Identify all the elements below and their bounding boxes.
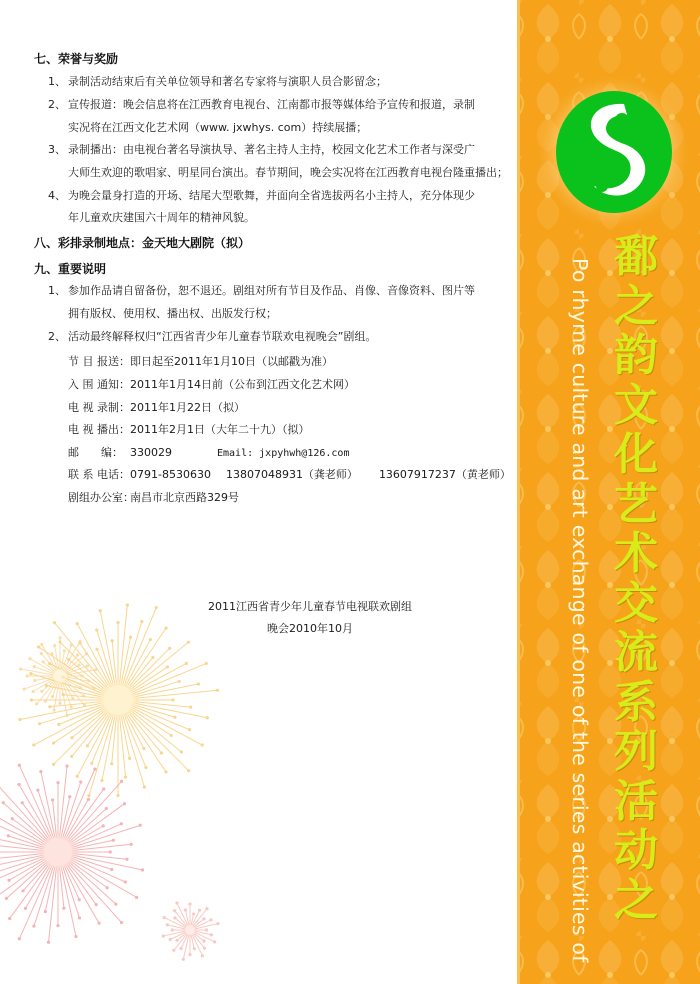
title-char: 艺 bbox=[614, 478, 658, 530]
item-number: 1、 bbox=[48, 75, 66, 88]
schedule-submission bbox=[68, 353, 333, 369]
title-char: 活 bbox=[614, 775, 658, 827]
item-text: 大师生欢迎的歌唱家、明星同台演出。春节期间，晚会实况将在江西教育电视台隆重播出； bbox=[68, 166, 508, 179]
schedule-broadcast bbox=[68, 421, 310, 437]
email-address: jxpyhwh@126.com bbox=[259, 448, 350, 459]
title-char: 之 bbox=[614, 874, 658, 926]
schedule-value: 2011年1月14日前（公布到江西文化艺术网） bbox=[130, 378, 355, 391]
item-text: 录制播出：由电视台著名导演执导、著名主持人主持，校园文化艺术工作者与深受广 bbox=[68, 143, 475, 156]
item-number: 2、 bbox=[48, 98, 66, 111]
title-char: 流 bbox=[614, 627, 658, 678]
item-number: 2、 bbox=[48, 330, 66, 343]
schedule-label: 电 视 播出： bbox=[68, 423, 130, 436]
title-char: 交 bbox=[614, 577, 658, 629]
title-char: 系 bbox=[614, 676, 658, 728]
title-char: 文 bbox=[614, 379, 658, 431]
schedule-label: 入 围 通知： bbox=[68, 378, 130, 391]
footer-date: 晚会2010年10月 bbox=[267, 622, 353, 635]
title-char: 列 bbox=[614, 726, 658, 777]
footer-organizer: 2011江西省青少年儿童春节电视联欢剧组 bbox=[208, 600, 412, 613]
banner-english-subtitle: Po rhyme culture and art exchange of one of the series activities of bbox=[568, 258, 592, 963]
phone-3: 13607917237（黄老师） bbox=[378, 468, 511, 481]
schedule-notice bbox=[68, 376, 355, 392]
section-venue-title: 八、彩排录制地点：金天地大剧院（拟） bbox=[34, 236, 251, 250]
office-value: 南昌市北京西路329号 bbox=[130, 491, 239, 504]
schedule-value: 2011年2月1日（大年二十九）（拟） bbox=[130, 423, 310, 436]
postal-label: 邮 编： bbox=[68, 446, 123, 459]
postal-email bbox=[68, 444, 349, 460]
schedule-value: 即日起至2011年1月10日（以邮戳为准） bbox=[130, 355, 333, 368]
phone-1: 0791-8530630 bbox=[130, 468, 211, 481]
item-text: 参加作品请自留备份，恕不退还。剧组对所有节目及作品、肖像、音像资料、图片等 bbox=[68, 284, 475, 297]
schedule-label: 电 视 录制： bbox=[68, 401, 130, 414]
phone-label: 联 系 电话： bbox=[68, 468, 130, 481]
title-char: 术 bbox=[614, 528, 658, 579]
title-char: 化 bbox=[614, 429, 658, 480]
item-text: 实况将在江西文化艺术网（www. jxwhys. com）持续展播； bbox=[68, 121, 368, 134]
title-char: 韵 bbox=[614, 330, 658, 381]
title-char: 动 bbox=[614, 825, 658, 876]
schedule-recording bbox=[68, 399, 245, 415]
office-address bbox=[68, 489, 239, 505]
section-honors-title: 七、荣誉与奖励 bbox=[34, 52, 119, 66]
email-label: Email: bbox=[217, 448, 260, 459]
item-number: 1、 bbox=[48, 284, 66, 297]
item-text: 年儿童欢庆建国六十周年的精神风貌。 bbox=[68, 211, 255, 224]
phone-2: 13807048931（龚老师） bbox=[225, 468, 358, 481]
item-text: 为晚会量身打造的开场、结尾大型歌舞，并面向全省选拔两名小主持人，充分体现少 bbox=[68, 189, 475, 202]
office-label: 剧组办公室： bbox=[68, 491, 134, 504]
schedule-value: 2011年1月22日（拟） bbox=[130, 401, 245, 414]
postal-code: 330029 bbox=[130, 446, 172, 459]
section-notes-title: 九、重要说明 bbox=[34, 262, 107, 276]
title-char: 之 bbox=[614, 280, 658, 332]
logo-icon bbox=[554, 90, 674, 215]
item-text: 拥有版权、使用权、播出权、出版发行权； bbox=[68, 307, 277, 320]
item-text: 录制活动结束后有关单位领导和著名专家将与演职人员合影留念； bbox=[68, 75, 387, 88]
title-char: 鄱 bbox=[614, 231, 658, 282]
item-number: 3、 bbox=[48, 143, 66, 156]
item-text: 宣传报道：晚会信息将在江西教育电视台、江南都市报等媒体给予宣传和报道，录制 bbox=[68, 98, 475, 111]
item-number: 4、 bbox=[48, 189, 66, 202]
item-text: 活动最终解释权归“江西省青少年儿童春节联欢电视晚会”剧组。 bbox=[68, 330, 377, 343]
banner-title bbox=[606, 232, 666, 925]
contact-phones bbox=[68, 466, 511, 482]
schedule-label: 节 目 报送： bbox=[68, 355, 130, 368]
